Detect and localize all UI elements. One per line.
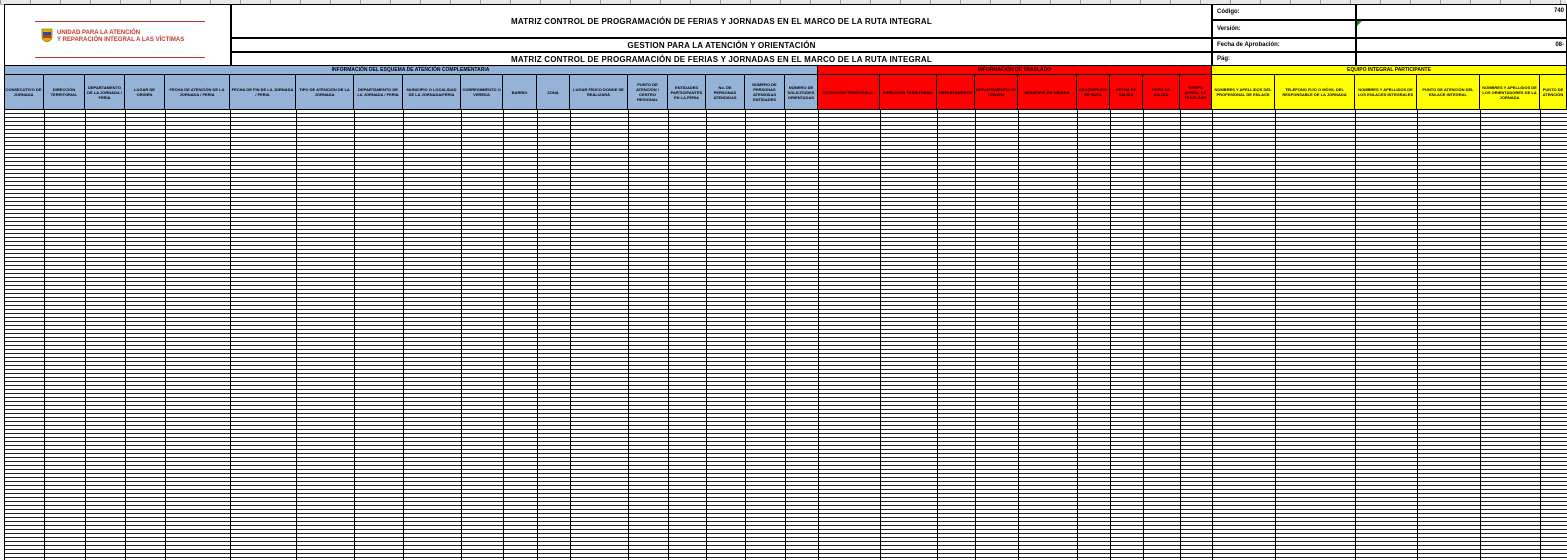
codigo-value: 740 [1553,8,1564,14]
column-header-28[interactable]: NOMBRES Y APELLIDOS DEL PROFESIONAL DE ENLACE [1212,75,1275,110]
grid-line [1275,110,1276,560]
grid-line [125,110,126,560]
grid-line [706,110,707,560]
column-header-32[interactable]: NOMBRES Y APELLIDOS DE LOS ORIENTADORES DE LA JORNADA [1480,75,1540,110]
grid-line [1110,110,1111,560]
column-header-23[interactable]: MUNICIPIO DE ORIGEN [1018,75,1077,110]
grid-line [880,110,881,560]
section-red [818,66,1212,75]
logo-overline [35,21,205,22]
column-header-14[interactable]: PUNTO DE ATENCIÓN / CENTRO REGIONAL [628,75,668,110]
grid-line [503,110,504,560]
column-header-7[interactable]: TIPO DE ATENCIÓN DE LA JORNADA [296,75,354,110]
column-header-22[interactable]: DEPARTAMENTO DE ORIGEN [975,75,1018,110]
section-yellow [1212,66,1567,75]
grid-line [461,110,462,560]
column-header-3[interactable]: DEPARTAMENTO DE LA JORNADA / FERIA [85,75,125,110]
grid-line [1212,110,1213,560]
column-header-15[interactable]: ENTIDADES PARTICIPANTES EN LA FERIA [668,75,706,110]
grid-line [44,110,45,560]
section-blue-label: INFORMACIÓN DEL ESQUEMA DE ATENCIÓN COMPLEMENTARIA [331,67,490,73]
column-header-33[interactable]: PUNTO DE ATENCIÓN [1540,75,1567,110]
column-header-5[interactable]: FECHA DE ATENCIÓN DE LA JORNADA / FERIA [165,75,230,110]
grid-line [668,110,669,560]
column-header-26[interactable]: HORA DE SALIDA [1143,75,1180,110]
version-label: Versión: [1212,20,1356,38]
column-header-17[interactable]: NÚMERO DE PERSONAS ATENDIDAS ENTIDADES [745,75,785,110]
comment-indicator-icon [1357,21,1362,26]
grid-line [628,110,629,560]
column-header-13[interactable]: LUGAR FÍSICO DONDE SE REALIZARÁ [570,75,628,110]
grid-line [937,110,938,560]
section-red-label: INFORMACIÓN DE TRASLADO [977,67,1052,73]
grid-line [403,110,404,560]
column-header-11[interactable]: BARRIO [503,75,537,110]
column-header-1[interactable]: CONSECUTIVO DE JORNADA [4,75,44,110]
colombia-coat-of-arms-icon [40,27,54,43]
codigo-value-cell[interactable] [1356,4,1567,20]
column-header-12[interactable]: ZONA [537,75,570,110]
fecha-value-cell[interactable] [1356,38,1567,52]
grid-line [1180,110,1181,560]
codigo-label: Código: [1212,4,1356,20]
logo-line-1: UNIDAD PARA LA ATENCIÓN [57,30,141,36]
column-header-31[interactable]: PUNTO DE ATENCIÓN DEL ENLACE INTEGRAL [1417,75,1480,110]
column-header-19[interactable]: DIRECCIÓN TERRITORIAL [818,75,880,110]
logo-underline [35,57,205,58]
column-header-6[interactable]: FECHA DE FIN DE LA JORNADA / FERIA [230,75,296,110]
column-header-30[interactable]: NOMBRES Y APELLIDOS DE LOS ENLACES INTEGRALES [1355,75,1417,110]
pag-label: Pág: [1212,52,1356,66]
grid-line [1077,110,1078,560]
logo-box [4,4,231,66]
grid-line [296,110,297,560]
column-header-9[interactable]: MUNICIPIO O LOCALIDAD DE LA JORNADA/FERIA [403,75,461,110]
grid-line [570,110,571,560]
grid-line [1417,110,1418,560]
fecha-label: Fecha de Aprobación: [1212,38,1356,52]
column-header-4[interactable]: LUGAR DE ORIGEN [125,75,165,110]
section-blue [4,66,818,75]
subtitle: GESTION PARA LA ATENCIÓN Y ORIENTACIÓN [231,38,1212,52]
grid-line [1018,110,1019,560]
grid-line [165,110,166,560]
column-header-16[interactable]: No. DE PERSONAS ATENDIDAS [706,75,745,110]
grid-line [745,110,746,560]
column-header-29[interactable]: TELÉFONO FIJO O MÓVIL DEL RESPONSABLE DE LA JORNADA [1275,75,1355,110]
column-header-20[interactable]: DIRECCIÓN TERRITORIAL [880,75,937,110]
grid-line [354,110,355,560]
column-letter-divider [0,0,1,4]
grid-line [537,110,538,560]
section-yellow-label: EQUIPO INTEGRAL PARTICIPANTE [1347,67,1431,73]
pag-value-cell[interactable] [1356,52,1567,66]
grid-line [85,110,86,560]
grid-line [818,110,819,560]
column-header-27[interactable]: TIEMPO APROX. DE TRASLADO [1180,75,1212,110]
column-header-24[interactable]: DESCRIPCIÓN DE RUTA [1077,75,1110,110]
column-header-2[interactable]: DIRECCIÓN TERRITORIAL [44,75,85,110]
grid-line [1143,110,1144,560]
column-header-8[interactable]: DEPARTAMENTO DE LA JORNADA / FERIA [354,75,403,110]
column-header-21[interactable]: DEPARTAMENTO [937,75,975,110]
left-border [4,66,5,560]
fecha-value: 08- [1555,42,1564,48]
logo-line-2: Y REPARACIÓN INTEGRAL A LAS VÍCTIMAS [57,37,185,43]
grid-line [785,110,786,560]
grid-line [1355,110,1356,560]
column-header-18[interactable]: NÚMERO DE SOLICITUDES ORIENTADAS [785,75,818,110]
grid-line [230,110,231,560]
grid-line [1480,110,1481,560]
version-value-cell[interactable] [1356,20,1567,38]
column-header-25[interactable]: FECHA DE SALIDA [1110,75,1143,110]
title-bottom: MATRIZ CONTROL DE PROGRAMACIÓN DE FERIAS Y JORNADAS EN EL MARCO DE LA RUTA INTEGRAL [231,52,1212,66]
column-header-10[interactable]: CORREGIMIENTO O VEREDA [461,75,503,110]
grid-line [975,110,976,560]
title-top: MATRIZ CONTROL DE PROGRAMACIÓN DE FERIAS Y JORNADAS EN EL MARCO DE LA RUTA INTEGRAL [231,4,1212,38]
grid-line [1540,110,1541,560]
